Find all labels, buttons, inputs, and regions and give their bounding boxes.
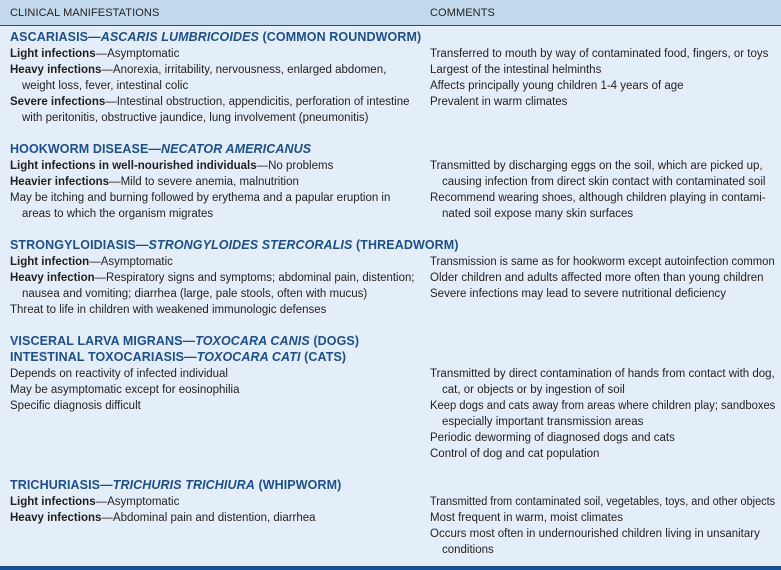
manifestation-line: with peritonitis, obstructive jaundice, lung involvement (pneumonitis) <box>22 112 369 124</box>
manifestation-line: Heavy infections—Abdominal pain and distention, diarrhea <box>10 512 316 524</box>
manifestation-line: weight loss, fever, intestinal colic <box>22 80 189 92</box>
section-title-trichuriasis: TRICHURIASIS—TRICHURIS TRICHIURA (WHIPWORM) <box>10 478 342 492</box>
manifestation-line: Depends on reactivity of infected individual <box>10 368 228 380</box>
table-bottom-rule <box>0 566 781 570</box>
comment-line: Transmitted by discharging eggs on the soil, which are picked up, <box>430 160 763 172</box>
comment-line: Most frequent in warm, moist climates <box>430 512 624 524</box>
comment-line: Recommend wearing shoes, although children playing in contami- <box>430 192 766 204</box>
comment-line: Occurs most often in undernourished children living in unsanitary <box>430 528 760 540</box>
section-title-intestinal-toxocariasis: INTESTINAL TOXOCARIASIS—TOXOCARA CATI (CATS) <box>10 350 347 364</box>
table-header <box>0 0 781 26</box>
manifestation-line: Light infections—Asymptomatic <box>10 496 180 508</box>
comment-line: Control of dog and cat population <box>430 448 600 460</box>
manifestation-line: Light infections in well-nourished individuals—No problems <box>10 160 334 172</box>
comment-line: cat, or objects or by ingestion of soil <box>442 384 625 396</box>
manifestation-line: Heavier infections—Mild to severe anemia, malnutrition <box>10 176 299 188</box>
manifestation-line: Light infections—Asymptomatic <box>10 48 180 60</box>
comment-line: conditions <box>442 544 494 556</box>
comment-line: Keep dogs and cats away from areas where children play; sandboxes <box>430 400 776 412</box>
comment-line: especially important transmission areas <box>442 416 644 428</box>
comment-line: Transferred to mouth by way of contaminated food, fingers, or toys <box>430 48 769 60</box>
manifestation-line: nausea and vomiting; diarrhea (large, pale stools, often with mucus) <box>22 288 368 300</box>
manifestation-line: Heavy infection—Respiratory signs and symptoms; abdominal pain, distention; <box>10 272 415 284</box>
manifestation-line: Light infection—Asymptomatic <box>10 256 173 268</box>
section-title-strongyloidiasis: STRONGYLOIDIASIS—STRONGYLOIDES STERCORALIS (THREADWORM) <box>10 238 459 252</box>
header-comments: COMMENTS <box>430 7 495 19</box>
manifestation-line: areas to which the organism migrates <box>22 208 214 220</box>
comment-line: Older children and adults affected more often than young children <box>430 272 764 284</box>
comment-line: Affects principally young children 1-4 years of age <box>430 80 684 92</box>
manifestation-line: May be itching and burning followed by erythema and a papular eruption in <box>10 192 391 204</box>
comment-line: causing infection from direct skin contact with contaminated soil <box>442 176 766 188</box>
manifestation-line: May be asymptomatic except for eosinophilia <box>10 384 240 396</box>
manifestation-line: Severe infections—Intestinal obstruction, appendicitis, perforation of intestine <box>10 96 410 108</box>
comment-line: Periodic deworming of diagnosed dogs and cats <box>430 432 675 444</box>
comment-line: Largest of the intestinal helminths <box>430 64 602 76</box>
comment-line: Transmitted by direct contamination of hands from contact with dog, <box>430 368 775 380</box>
manifestation-line: Threat to life in children with weakened immunologic defenses <box>10 304 327 316</box>
comment-line: nated soil expose many skin surfaces <box>442 208 634 220</box>
comment-line: Severe infections may lead to severe nutritional deficiency <box>430 288 726 300</box>
section-title-hookworm: HOOKWORM DISEASE—NECATOR AMERICANUS <box>10 142 312 156</box>
section-title-ascariasis: ASCARIASIS—ASCARIS LUMBRICOIDES (COMMON ROUNDWORM) <box>10 30 422 44</box>
comment-line: Prevalent in warm climates <box>430 96 568 108</box>
header-clinical-manifestations: CLINICAL MANIFESTATIONS <box>10 7 160 19</box>
manifestation-line: Heavy infections—Anorexia, irritability, nervousness, enlarged abdomen, <box>10 64 387 76</box>
comment-line: Transmitted from contaminated soil, vegetables, toys, and other objects <box>430 496 776 508</box>
manifestation-line: Specific diagnosis difficult <box>10 400 141 412</box>
section-title-visceral-larva-migrans: VISCERAL LARVA MIGRANS—TOXOCARA CANIS (DOGS) <box>10 334 360 348</box>
comment-line: Transmission is same as for hookworm except autoinfection common <box>430 256 775 268</box>
